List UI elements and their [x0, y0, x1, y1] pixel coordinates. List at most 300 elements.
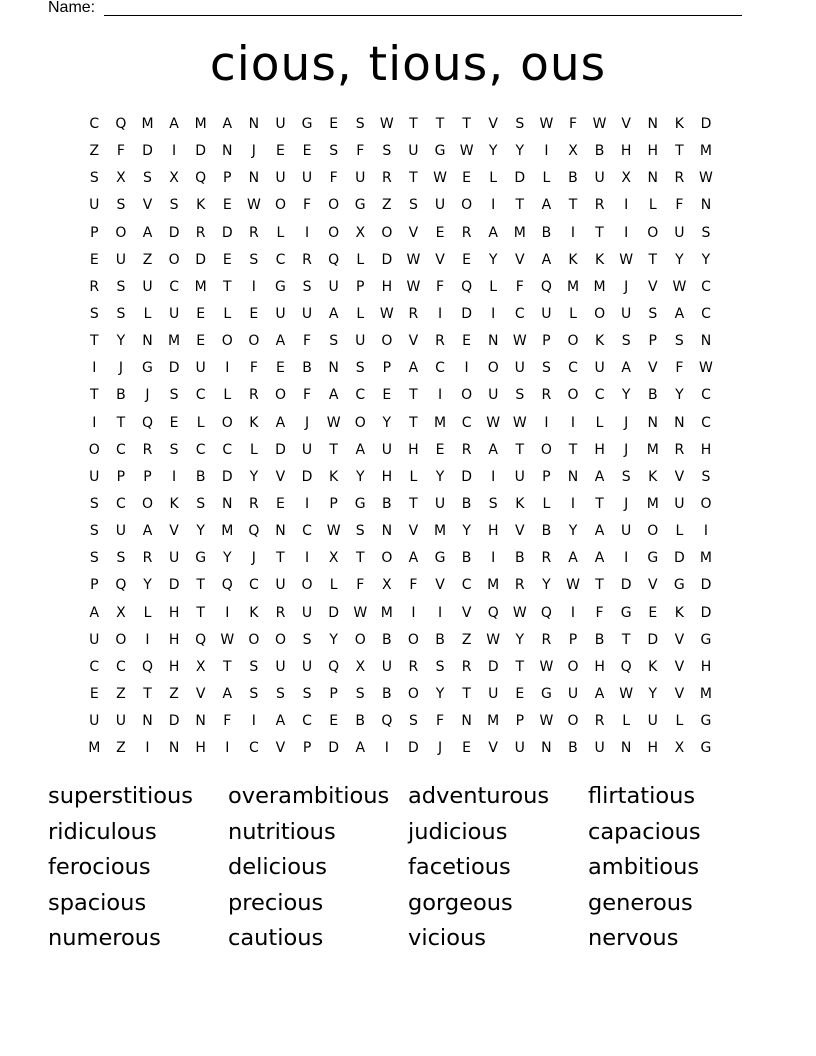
- grid-letter: P: [542, 468, 551, 485]
- name-label: Name:: [48, 0, 96, 16]
- grid-letter: D: [168, 577, 180, 594]
- grid-letter: A: [328, 387, 339, 404]
- grid-letter: M: [380, 604, 393, 621]
- grid-letter: I: [225, 740, 230, 757]
- grid-letter: F: [223, 713, 232, 730]
- grid-letter: O: [168, 251, 180, 268]
- grid-letter: L: [223, 305, 232, 322]
- grid-letter: P: [542, 333, 551, 350]
- grid-letter: V: [408, 523, 419, 540]
- grid-letter: T: [595, 577, 604, 594]
- grid-letter: W: [406, 251, 421, 268]
- grid-letter: I: [251, 278, 256, 295]
- grid-letter: D: [381, 251, 393, 268]
- grid-letter: W: [672, 278, 687, 295]
- grid-letter: B: [435, 631, 445, 648]
- grid-letter: C: [116, 495, 126, 512]
- grid-letter: T: [409, 170, 418, 187]
- grid-letter: S: [621, 468, 631, 485]
- grid-letter: L: [622, 713, 631, 730]
- grid-letter: D: [408, 740, 419, 757]
- grid-letter: X: [674, 740, 685, 757]
- grid-letter: N: [674, 414, 685, 431]
- grid-letter: S: [116, 550, 126, 567]
- grid-letter: F: [675, 197, 684, 214]
- grid-letter: N: [142, 333, 153, 350]
- grid-letter: B: [302, 360, 312, 377]
- grid-letter: Y: [515, 631, 525, 648]
- grid-letter: S: [89, 550, 99, 567]
- grid-letter: I: [464, 360, 469, 377]
- grid-letter: A: [541, 197, 552, 214]
- grid-letter: D: [168, 713, 180, 730]
- grid-letter: M: [646, 441, 659, 458]
- grid-letter: V: [621, 116, 631, 132]
- grid-letter: S: [249, 685, 259, 702]
- grid-letter: U: [355, 170, 366, 187]
- grid-letter: E: [435, 224, 445, 241]
- grid-letter: J: [304, 414, 310, 431]
- grid-letter: T: [462, 685, 471, 702]
- word-bank-item: ferocious: [48, 854, 151, 881]
- grid-letter: Y: [648, 685, 658, 702]
- grid-letter: Y: [435, 468, 445, 485]
- grid-letter: E: [196, 333, 206, 350]
- grid-letter: O: [567, 658, 579, 675]
- grid-letter: Y: [329, 631, 338, 648]
- grid-letter: X: [195, 658, 206, 675]
- grid-letter: U: [514, 740, 525, 757]
- grid-letter: W: [512, 604, 527, 621]
- grid-letter: D: [487, 658, 499, 675]
- grid-letter: K: [329, 468, 339, 485]
- grid-letter: G: [434, 550, 446, 567]
- grid-letter: E: [302, 143, 312, 160]
- grid-letter: N: [195, 713, 206, 730]
- grid-letter: V: [674, 658, 685, 675]
- grid-letter: O: [567, 387, 579, 404]
- grid-letter: T: [116, 414, 126, 431]
- grid-letter: T: [222, 658, 232, 675]
- grid-letter: D: [195, 251, 207, 268]
- grid-letter: Q: [487, 604, 499, 621]
- grid-letter: L: [569, 305, 577, 322]
- word-bank-item: nervous: [588, 925, 679, 952]
- grid-letter: O: [381, 224, 393, 241]
- grid-letter: U: [381, 658, 392, 675]
- grid-letter: O: [487, 360, 499, 377]
- grid-letter: N: [275, 523, 286, 540]
- grid-letter: O: [88, 441, 100, 458]
- grid-letter: A: [594, 523, 605, 540]
- grid-letter: K: [674, 604, 684, 621]
- grid-letter: N: [248, 170, 260, 187]
- grid-letter: V: [674, 631, 685, 648]
- grid-letter: U: [301, 170, 313, 187]
- grid-letter: B: [116, 387, 126, 404]
- grid-letter: U: [89, 197, 100, 214]
- grid-letter: A: [408, 360, 419, 377]
- grid-letter: I: [624, 224, 629, 241]
- grid-letter: Y: [116, 333, 126, 350]
- grid-letter: A: [594, 550, 605, 567]
- grid-letter: S: [488, 495, 498, 512]
- grid-letter: R: [248, 387, 259, 404]
- grid-letter: V: [408, 224, 419, 241]
- grid-letter: W: [619, 685, 634, 702]
- grid-letter: D: [221, 468, 233, 485]
- grid-letter: U: [275, 305, 286, 322]
- grid-letter: O: [594, 305, 606, 322]
- grid-letter: G: [647, 550, 659, 567]
- grid-letter: O: [647, 523, 659, 540]
- grid-letter: R: [275, 604, 286, 621]
- grid-letter: N: [647, 170, 658, 187]
- grid-letter: U: [115, 251, 127, 268]
- grid-letter: D: [168, 360, 180, 377]
- grid-letter: R: [89, 278, 100, 295]
- grid-letter: L: [648, 197, 657, 214]
- grid-letter: S: [169, 197, 179, 214]
- grid-letter: S: [276, 685, 285, 702]
- grid-letter: N: [461, 713, 472, 730]
- grid-letter: Q: [141, 658, 153, 675]
- grid-letter: F: [435, 278, 445, 295]
- grid-letter: N: [620, 740, 632, 757]
- grid-letter: M: [433, 414, 447, 431]
- grid-letter: U: [594, 740, 605, 757]
- grid-letter: T: [515, 658, 525, 675]
- grid-letter: O: [301, 577, 313, 594]
- grid-letter: L: [489, 278, 498, 295]
- grid-letter: U: [275, 658, 286, 675]
- grid-letter: F: [356, 577, 365, 594]
- grid-letter: H: [700, 441, 712, 458]
- grid-letter: K: [249, 604, 259, 621]
- grid-letter: X: [382, 577, 392, 594]
- grid-letter: T: [409, 116, 418, 132]
- grid-letter: T: [568, 197, 578, 214]
- grid-letter: T: [222, 278, 232, 295]
- grid-letter: R: [408, 305, 419, 322]
- grid-letter: P: [116, 468, 126, 485]
- grid-letter: R: [408, 658, 419, 675]
- grid-letter: Y: [701, 251, 711, 268]
- grid-letter: B: [568, 740, 578, 757]
- grid-letter: L: [356, 305, 365, 322]
- word-bank-item: numerous: [48, 925, 161, 952]
- grid-letter: O: [381, 333, 393, 350]
- grid-letter: I: [225, 604, 230, 621]
- grid-letter: L: [409, 468, 418, 485]
- grid-letter: D: [461, 305, 472, 322]
- grid-letter: I: [491, 550, 496, 567]
- grid-letter: C: [701, 387, 711, 404]
- grid-letter: C: [222, 441, 233, 458]
- grid-letter: H: [647, 740, 659, 757]
- grid-letter: O: [407, 685, 419, 702]
- grid-letter: B: [461, 495, 472, 512]
- grid-letter: C: [275, 251, 286, 268]
- grid-letter: R: [674, 170, 685, 187]
- grid-letter: F: [595, 604, 604, 621]
- grid-letter: I: [544, 143, 549, 160]
- grid-letter: O: [407, 631, 419, 648]
- grid-letter: U: [541, 305, 552, 322]
- grid-letter: C: [461, 414, 472, 431]
- grid-letter: X: [355, 658, 366, 675]
- grid-letter: A: [541, 251, 552, 268]
- grid-letter: S: [302, 631, 312, 648]
- grid-letter: E: [276, 360, 285, 377]
- grid-letter: O: [540, 441, 552, 458]
- grid-letter: U: [89, 631, 100, 648]
- grid-letter: M: [513, 224, 526, 241]
- grid-letter: P: [329, 495, 338, 512]
- grid-letter: K: [594, 251, 605, 268]
- grid-letter: P: [356, 278, 365, 295]
- grid-letter: O: [274, 631, 286, 648]
- grid-letter: J: [437, 740, 443, 757]
- grid-letter: Q: [461, 278, 473, 295]
- grid-letter: M: [433, 523, 447, 540]
- grid-letter: N: [328, 360, 339, 377]
- grid-letter: I: [251, 713, 256, 730]
- grid-letter: O: [381, 550, 393, 567]
- grid-letter: P: [515, 713, 525, 730]
- grid-letter: D: [142, 143, 153, 160]
- grid-letter: I: [491, 468, 496, 485]
- grid-letter: I: [570, 224, 576, 241]
- grid-letter: Q: [141, 414, 153, 431]
- grid-letter: F: [116, 143, 125, 160]
- grid-letter: U: [168, 550, 180, 567]
- grid-letter: R: [195, 224, 206, 241]
- grid-letter: T: [409, 495, 418, 512]
- grid-letter: W: [699, 360, 713, 377]
- grid-letter: U: [408, 143, 419, 160]
- grid-letter: U: [674, 495, 685, 512]
- grid-letter: B: [568, 170, 578, 187]
- grid-letter: F: [568, 116, 578, 132]
- grid-letter: E: [169, 414, 179, 431]
- grid-letter: S: [701, 468, 711, 485]
- grid-letter: I: [491, 197, 496, 214]
- grid-letter: O: [567, 333, 579, 350]
- grid-letter: C: [594, 387, 605, 404]
- grid-letter: N: [222, 495, 233, 512]
- grid-letter: A: [355, 441, 366, 458]
- grid-letter: E: [329, 713, 339, 730]
- grid-letter: N: [700, 197, 712, 214]
- grid-letter: I: [491, 305, 496, 322]
- grid-letter: U: [115, 523, 127, 540]
- grid-letter: Y: [488, 143, 498, 160]
- grid-letter: B: [541, 224, 552, 241]
- grid-letter: X: [568, 143, 578, 160]
- grid-letter: R: [541, 550, 552, 567]
- grid-letter: U: [301, 658, 313, 675]
- grid-letter: U: [275, 170, 286, 187]
- grid-letter: U: [328, 278, 339, 295]
- word-bank-item: judicious: [408, 818, 508, 845]
- grid-letter: V: [435, 577, 445, 594]
- grid-letter: Z: [382, 197, 392, 214]
- grid-letter: E: [222, 197, 232, 214]
- grid-letter: S: [355, 523, 365, 540]
- grid-letter: B: [461, 550, 472, 567]
- grid-letter: T: [276, 550, 285, 567]
- grid-letter: I: [304, 495, 310, 512]
- word-bank-item: overambitious: [228, 783, 390, 809]
- grid-letter: N: [142, 713, 153, 730]
- grid-letter: U: [647, 713, 658, 730]
- grid-letter: O: [567, 713, 579, 730]
- grid-letter: B: [594, 631, 605, 648]
- grid-letter: N: [541, 740, 552, 757]
- grid-letter: F: [303, 387, 312, 404]
- grid-letter: T: [675, 143, 684, 160]
- grid-letter: T: [568, 441, 578, 458]
- word-bank-item: capacious: [588, 818, 701, 845]
- word-bank-item: vicious: [408, 925, 486, 952]
- grid-letter: Q: [540, 278, 552, 295]
- grid-letter: T: [355, 550, 365, 567]
- grid-letter: S: [408, 713, 418, 730]
- grid-letter: X: [621, 170, 631, 187]
- grid-letter: Q: [540, 604, 552, 621]
- word-search-grid: [81, 111, 719, 762]
- grid-letter: L: [542, 170, 551, 187]
- grid-letter: Y: [515, 143, 525, 160]
- grid-letter: L: [249, 441, 258, 458]
- grid-letter: D: [168, 224, 180, 241]
- grid-letter: O: [248, 631, 260, 648]
- grid-letter: A: [275, 333, 286, 350]
- grid-letter: W: [406, 278, 421, 295]
- grid-letter: C: [701, 278, 711, 295]
- grid-letter: O: [221, 333, 233, 350]
- word-bank-item: adventurous: [408, 783, 550, 809]
- word-bank-item: gorgeous: [408, 889, 513, 916]
- grid-letter: M: [699, 685, 712, 702]
- grid-letter: L: [356, 251, 365, 268]
- grid-letter: Q: [381, 713, 393, 730]
- grid-letter: S: [355, 360, 365, 377]
- grid-letter: T: [515, 441, 525, 458]
- grid-letter: S: [648, 305, 658, 322]
- grid-letter: A: [275, 713, 286, 730]
- grid-letter: A: [89, 604, 100, 621]
- grid-letter: K: [648, 468, 658, 485]
- grid-letter: K: [249, 414, 259, 431]
- grid-letter: Q: [328, 658, 340, 675]
- grid-letter: P: [90, 577, 99, 594]
- grid-letter: L: [223, 387, 232, 404]
- grid-letter: S: [355, 685, 365, 702]
- grid-letter: S: [89, 523, 99, 540]
- grid-letter: L: [276, 224, 285, 241]
- grid-letter: F: [303, 333, 312, 350]
- grid-letter: T: [648, 251, 658, 268]
- grid-letter: Y: [675, 251, 684, 268]
- grid-letter: E: [196, 305, 206, 322]
- grid-letter: R: [248, 224, 259, 241]
- grid-letter: S: [302, 278, 312, 295]
- grid-letter: D: [700, 116, 712, 132]
- grid-letter: E: [462, 170, 472, 187]
- grid-letter: S: [355, 116, 365, 132]
- grid-letter: Z: [461, 631, 472, 648]
- grid-letter: A: [621, 360, 631, 377]
- grid-letter: Z: [116, 685, 126, 702]
- grid-letter: G: [142, 360, 153, 377]
- grid-letter: I: [624, 197, 629, 214]
- grid-letter: W: [379, 305, 394, 322]
- grid-letter: I: [172, 143, 177, 160]
- grid-letter: B: [594, 143, 605, 160]
- grid-letter: W: [433, 170, 447, 187]
- grid-letter: S: [541, 360, 551, 377]
- grid-letter: Q: [195, 170, 207, 187]
- grid-letter: C: [89, 658, 100, 675]
- grid-letter: P: [329, 685, 338, 702]
- grid-letter: W: [326, 523, 341, 540]
- grid-letter: W: [592, 116, 607, 132]
- grid-letter: C: [461, 577, 472, 594]
- grid-letter: A: [594, 685, 605, 702]
- grid-letter: P: [382, 360, 392, 377]
- grid-letter: W: [486, 414, 501, 431]
- grid-letter: R: [461, 224, 472, 241]
- grid-letter: I: [384, 740, 389, 757]
- grid-letter: I: [570, 414, 576, 431]
- grid-letter: V: [435, 251, 445, 268]
- grid-letter: A: [222, 685, 233, 702]
- grid-letter: N: [647, 116, 658, 132]
- grid-letter: O: [328, 197, 340, 214]
- grid-letter: F: [675, 360, 684, 377]
- grid-letter: V: [275, 468, 286, 485]
- grid-letter: M: [194, 116, 207, 132]
- grid-letter: N: [700, 333, 712, 350]
- grid-letter: H: [594, 658, 605, 675]
- grid-letter: L: [675, 713, 684, 730]
- grid-letter: V: [674, 468, 685, 485]
- grid-letter: I: [145, 740, 150, 757]
- grid-letter: I: [624, 550, 629, 567]
- grid-letter: M: [646, 495, 659, 512]
- grid-letter: U: [381, 441, 392, 458]
- grid-letter: A: [408, 550, 419, 567]
- grid-letter: U: [89, 468, 100, 485]
- grid-letter: S: [329, 143, 339, 160]
- word-bank-item: superstitious: [48, 783, 193, 809]
- word-bank-item: flirtatious: [588, 783, 696, 809]
- grid-letter: M: [699, 550, 712, 567]
- grid-letter: A: [355, 740, 366, 757]
- grid-letter: Q: [115, 577, 127, 594]
- grid-letter: F: [515, 278, 524, 295]
- grid-letter: T: [90, 387, 99, 404]
- grid-letter: C: [195, 387, 206, 404]
- grid-letter: B: [382, 631, 392, 648]
- grid-letter: F: [249, 360, 258, 377]
- grid-letter: I: [437, 305, 443, 322]
- grid-letter: G: [700, 713, 712, 730]
- grid-letter: R: [594, 197, 605, 214]
- grid-letter: R: [674, 441, 685, 458]
